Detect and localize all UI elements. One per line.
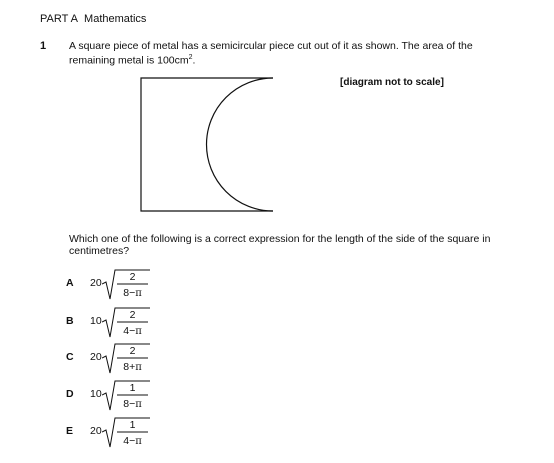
section-title <box>40 13 146 25</box>
numerator: 2 <box>129 271 136 283</box>
denominator: 8−π <box>123 287 142 299</box>
option-coefficient: 20 <box>90 277 102 289</box>
denominator: 4−π <box>123 325 142 337</box>
numerator: 2 <box>129 309 136 321</box>
unit-exponent: 2 <box>188 54 193 61</box>
question-number: 1 <box>40 40 47 52</box>
option-coefficient: 10 <box>90 388 102 400</box>
denominator: 8+π <box>123 361 142 373</box>
numerator: 2 <box>129 345 136 357</box>
option-letter: D <box>66 388 74 400</box>
unit: cm <box>174 54 189 67</box>
square-diagram <box>140 77 275 212</box>
denominator: 8−π <box>123 398 142 410</box>
diagram-note: [diagram not to scale] <box>340 77 444 88</box>
denominator: 4−π <box>123 435 142 447</box>
option-letter: C <box>66 351 74 363</box>
option-coefficient: 20 <box>90 425 102 437</box>
numerator: 1 <box>129 419 136 431</box>
question-text: A square piece of metal has a semicircular piece cut out of it as shown. The area of the remaining metal is $100cm^2$. <box>69 40 473 67</box>
subject-label: Mathematics <box>84 13 147 25</box>
semicircle-cut <box>207 78 274 211</box>
numerator: 1 <box>129 382 136 394</box>
option-coefficient: 10 <box>90 315 102 327</box>
option-letter: E <box>66 425 74 437</box>
option-letter: A <box>66 277 74 289</box>
option-letter: B <box>66 315 74 327</box>
option-coefficient: 20 <box>90 351 102 363</box>
part-label: PART A <box>40 13 78 25</box>
question-prompt: Which one of the following is a correct expression for the length of the side of the square in centimetres? <box>69 233 491 257</box>
